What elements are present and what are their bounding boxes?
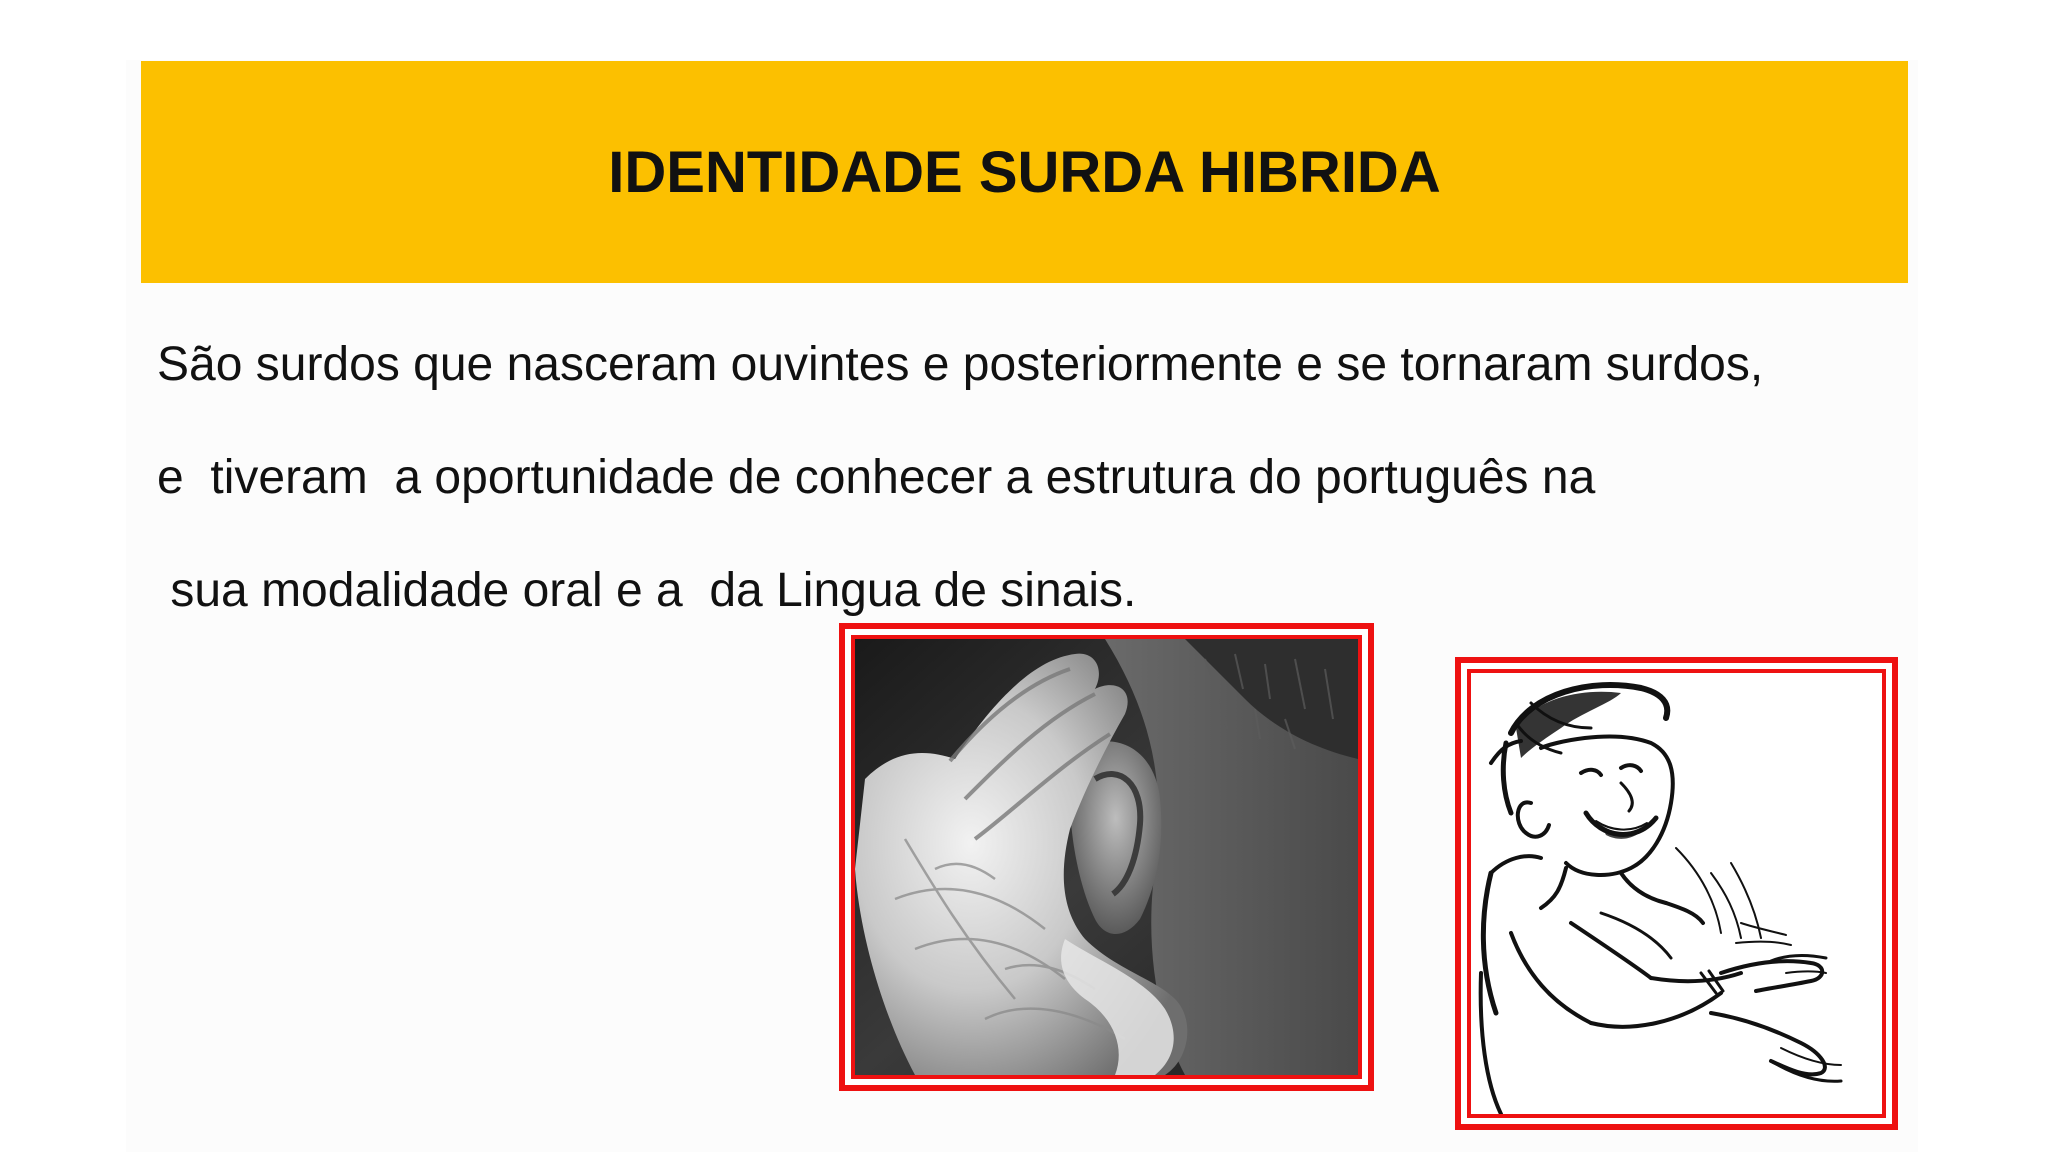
- boy-signing-image: [1467, 669, 1886, 1118]
- hand-ear-image: [851, 635, 1362, 1079]
- hand-cupped-ear-photo: [855, 639, 1358, 1075]
- body-text-line-2: e tiveram a oportunidade de conhecer a estrutura do português na: [157, 451, 1596, 504]
- boy-signing-image-frame: [1455, 657, 1898, 1130]
- body-text-line-3: sua modalidade oral e a da Lingua de sinais.: [157, 564, 1137, 617]
- body-text-line-1: São surdos que nasceram ouvintes e posteriormente e se tornaram surdos,: [157, 338, 1764, 391]
- slide-title: IDENTIDADE SURDA HIBRIDA: [608, 139, 1441, 205]
- title-band: [141, 61, 1908, 283]
- hand-ear-image-frame: [839, 623, 1374, 1091]
- boy-signing-sketch: [1471, 673, 1882, 1114]
